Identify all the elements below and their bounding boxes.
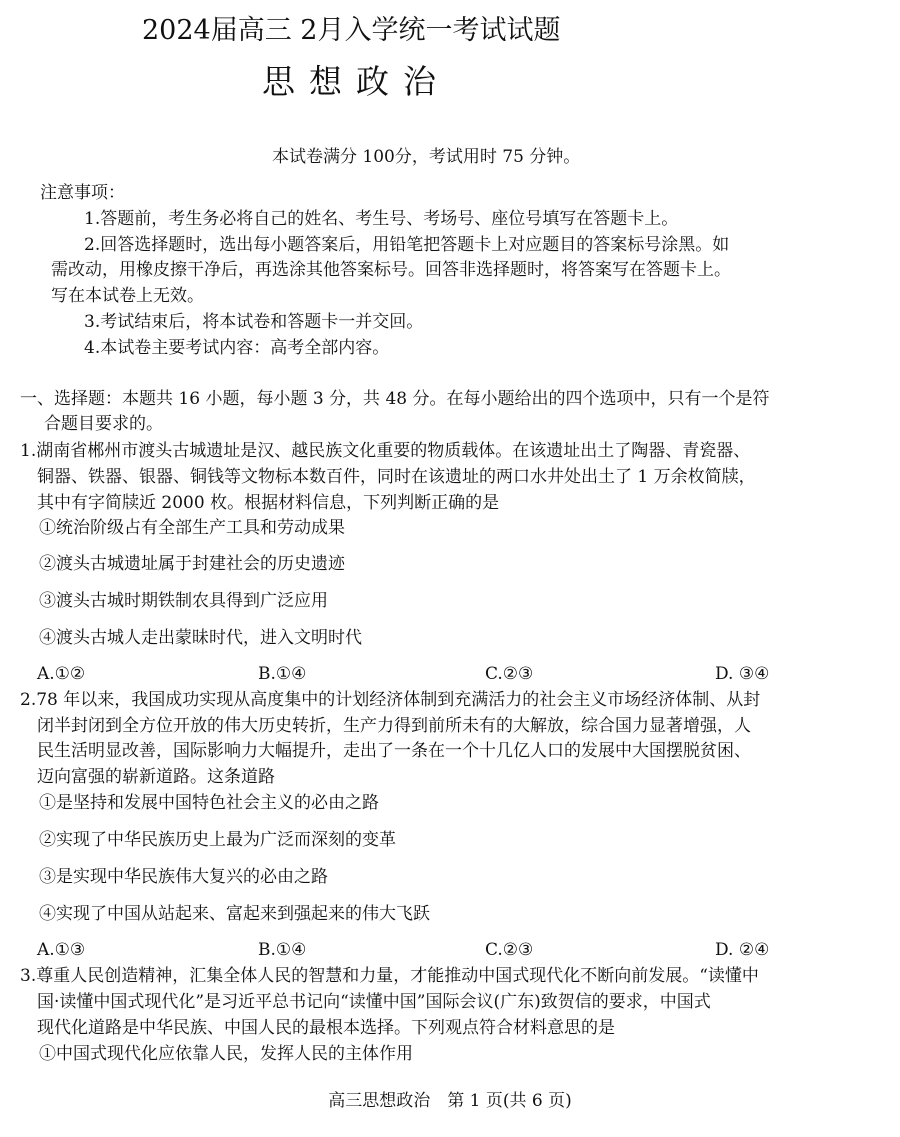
question-item: ①中国式现代化应依靠人民，发挥人民的主体作用 bbox=[39, 1044, 413, 1064]
section-heading: 一、选择题：本题共 16 小题，每小题 3 分，共 48 分。在每小题给出的四个选项中，只有一个是符 bbox=[20, 389, 770, 409]
question-stem: 2.78 年以来，我国成功实现从高度集中的计划经济体制到充满活力的社会主义市场经济体制、从封 bbox=[20, 690, 761, 710]
answer-option: C.②③ bbox=[485, 664, 534, 684]
question-item: ④实现了中国从站起来、富起来到强起来的伟大飞跃 bbox=[39, 904, 430, 924]
question-stem: 民生活明显改善，国际影响力大幅提升，走出了一条在一个十几亿人口的发展中大国摆脱贫困、 bbox=[37, 741, 751, 761]
answer-option: A.①② bbox=[37, 664, 86, 684]
notes-line: 2.回答选择题时，选出每小题答案后，用铅笔把答题卡上对应题目的答案标号涂黑。如 bbox=[84, 235, 730, 255]
question-stem: 闭半封闭到全方位开放的伟大历史转折，生产力得到前所未有的大解放，综合国力显著增强，人 bbox=[37, 716, 751, 736]
notes-line: 4.本试卷主要考试内容：高考全部内容。 bbox=[84, 338, 390, 358]
section-heading: 合题目要求的。 bbox=[44, 414, 163, 434]
question-item: ③是实现中华民族伟大复兴的必由之路 bbox=[39, 867, 328, 887]
answer-option: C.②③ bbox=[485, 940, 534, 960]
notes-line: 需改动，用橡皮擦干净后，再选涂其他答案标号。回答非选择题时，将答案写在答题卡上。 bbox=[51, 260, 731, 280]
answer-option: B.①④ bbox=[258, 664, 307, 684]
subject-title: 思想政治 bbox=[262, 62, 450, 101]
question-item: ③渡头古城时期铁制农具得到广泛应用 bbox=[39, 591, 328, 611]
question-stem: 现代化道路是中华民族、中国人民的最根本选择。下列观点符合材料意思的是 bbox=[37, 1018, 615, 1038]
answer-option: D. ②④ bbox=[715, 940, 770, 960]
question-item: ①统治阶级占有全部生产工具和劳动成果 bbox=[39, 518, 345, 538]
question-item: ②实现了中华民族历史上最为广泛而深刻的变革 bbox=[39, 830, 396, 850]
page-footer: 高三思想政治 第 1 页(共 6 页) bbox=[328, 1091, 572, 1111]
exam-info: 本试卷满分 100分，考试用时 75 分钟。 bbox=[272, 147, 581, 167]
question-stem: 3.尊重人民创造精神，汇集全体人民的智慧和力量，才能推动中国式现代化不断向前发展。“读懂中 bbox=[20, 966, 759, 986]
answer-option: B.①④ bbox=[258, 940, 307, 960]
question-stem: 铜器、铁器、银器、铜钱等文物标本数百件，同时在该遗址的两口水井处出土了 1 万余枚简牍， bbox=[37, 467, 756, 487]
notes-heading: 注意事项： bbox=[40, 183, 125, 203]
question-stem: 迈向富强的崭新道路。这条道路 bbox=[37, 767, 275, 787]
question-item: ②渡头古城遗址属于封建社会的历史遗迹 bbox=[39, 554, 345, 574]
notes-line: 写在本试卷上无效。 bbox=[51, 286, 204, 306]
question-stem: 1.湖南省郴州市渡头古城遗址是汉、越民族文化重要的物质载体。在该遗址出土了陶器、青瓷器、 bbox=[20, 441, 751, 461]
question-item: ④渡头古城人走出蒙昧时代，进入文明时代 bbox=[39, 628, 362, 648]
answer-option: D. ③④ bbox=[715, 664, 770, 684]
notes-line: 3.考试结束后，将本试卷和答题卡一并交回。 bbox=[84, 312, 424, 332]
question-stem: 其中有字简牍近 2000 枚。根据材料信息，下列判断正确的是 bbox=[37, 493, 500, 513]
question-item: ①是坚持和发展中国特色社会主义的必由之路 bbox=[39, 793, 379, 813]
notes-line: 1.答题前，考生务必将自己的姓名、考生号、考场号、座位号填写在答题卡上。 bbox=[84, 209, 679, 229]
question-stem: 国·读懂中国式现代化”是习近平总书记向“读懂中国”国际会议(广东)致贺信的要求，中国式 bbox=[37, 992, 711, 1012]
exam-title: 2024届高三 2月入学统一考试试题 bbox=[142, 15, 561, 46]
answer-option: A.①③ bbox=[37, 940, 86, 960]
